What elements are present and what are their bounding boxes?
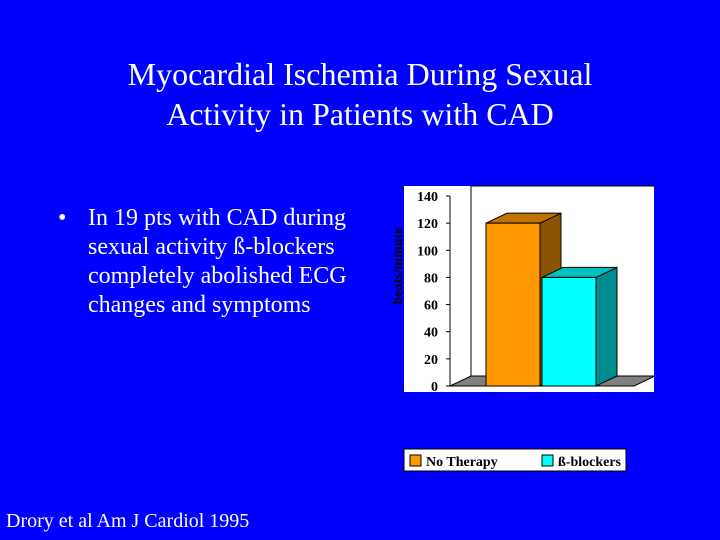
legend-label: No Therapy (426, 455, 498, 470)
y-tick-label: 120 (417, 217, 438, 233)
bullet-marker: • (58, 205, 67, 231)
y-tick-label: 20 (424, 352, 438, 368)
chart-legend (404, 449, 626, 471)
title-line-2: Activity in Patients with CAD (166, 96, 554, 132)
y-tick-label: 140 (417, 190, 438, 205)
y-axis-title: beats/minute (391, 227, 406, 305)
legend-swatch (410, 455, 421, 466)
y-tick-label: 0 (431, 380, 438, 395)
legend-swatch (542, 455, 553, 466)
bar--blockers (542, 267, 617, 386)
y-tick-label: 60 (424, 298, 438, 314)
legend-label: ß-blockers (558, 455, 621, 470)
citation: Drory et al Am J Cardiol 1995 (6, 510, 250, 532)
bullet-text: In 19 pts with CAD during sexual activity ß-blockers completely abolished ECG changes and symptoms (88, 205, 347, 318)
y-tick-label: 40 (424, 325, 438, 341)
bar-side (596, 267, 617, 386)
bar-front (486, 223, 540, 386)
y-tick-label: 80 (424, 271, 438, 287)
bar-front (542, 277, 596, 386)
y-tick-label: 100 (417, 244, 438, 260)
title-line-1: Myocardial Ischemia During Sexual (127, 56, 593, 92)
